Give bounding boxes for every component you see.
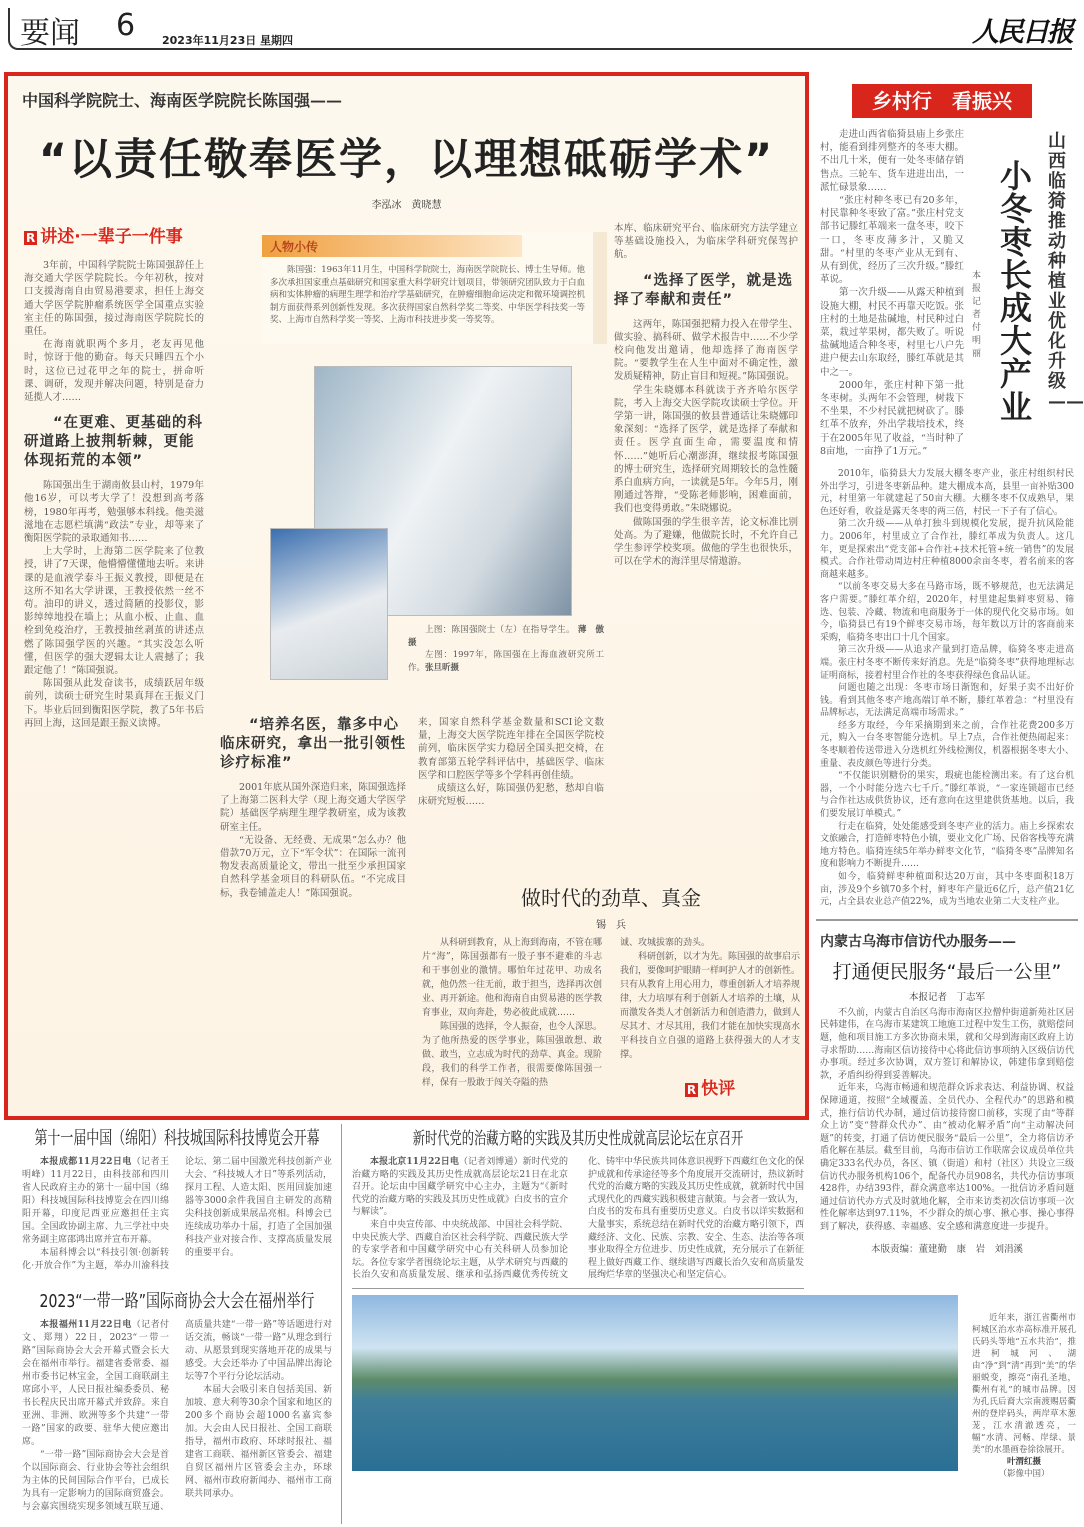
section4-text [614, 318, 798, 569]
rural-banner: 乡村行 看振兴 [852, 84, 1032, 118]
commentary-col2-wrap [620, 936, 800, 1099]
rural-headline: 小冬枣长成大产业 [1000, 157, 1033, 426]
paragraph: 科研创新，以才为先。陈国强的故事启示我们，要像呵护眼睛一样呵护人才的创新性。只有从教育上用心用力，尊重创新人才培养规律，大力培厚有利于创新人才培养的土壤，从而激发各类人才创新活力和创造潜力，做到人尽其才、才尽其用，我们才能在加快实现高水平科技自立自强的道路上获得强大的人才支撑。 [620, 952, 801, 1060]
paragraph: 本届大会吸引来自包括美国、新加坡、意大利等30余个国家和地区的200多个商协会超1000名嘉宾参加。大会由人民日报社、全国工商联指导，福州市政府、环球时报社、福建省工商联、福州新区管委会、福建自贸区福州片区管委会主办，环球网、福州市政府新闻办、福州市工商联共同承办。 [185, 1385, 332, 1499]
caption-top-credit: 薄 傲摄 [408, 625, 604, 648]
paragraph-text: （记者付文、郑翔）22日，2023“一带一路”国际商协会大会开幕式暨会长大会在福州市举行。福建省委常委、福州市委书记林宝金，全国工商联副主席邱小平，人民日报社编委委员、秘书长程庆民出席开幕式并致辞。来自亚洲、非洲、欧洲等多个共建“一带一路”国家的政要、驻华大使应邀出席。 [22, 1320, 169, 1447]
commentary-col1 [422, 936, 602, 1090]
mianyang-text [22, 1156, 332, 1273]
paragraph: 诚、攻城拔寨的劲头。 [620, 938, 711, 948]
column-label [24, 222, 204, 247]
paragraph: 陈国强出生于湖南攸县山村，1979年他16岁，可以考大学了！没想到高考落榜，1980年再考，勉强够本科线。他美滋滋地在志愿栏填满“政法”专业，却等来了衡阳医学院的录取通知书…… [24, 480, 204, 545]
commentary-byline: 锡 兵 [596, 920, 626, 931]
dateline: 本报北京11月22日电 [370, 1157, 459, 1167]
paragraph: 在海南就职两个多月，老友再见他时，惊讶于他的勤奋。每天只睡四五个小时，这位已过花甲之年的院士，拼命听课、调研，发现并解决问题，特别是奋力延揽人才…… [24, 339, 204, 404]
commentary-col2 [620, 936, 800, 1062]
bottom-left [22, 1124, 332, 1514]
petition-kicker: 内蒙古乌海市信访代办服务—— [820, 933, 1016, 950]
paragraph: 第二次升级——从单打独斗到规模化发展，提升抗风险能力。2006年，村里成立了合作社，滕红革成为负责人。这几年，更是探索出“党支部+合作社+技术托管+统一销售”的发展模式。合作社带动周边村庄种植8000余亩冬枣，着名前来的客商越来越多。 [820, 519, 1074, 580]
bottom-middle [352, 1124, 804, 1471]
r-logo-icon: R [26, 231, 36, 245]
masthead [8, 8, 1072, 50]
paragraph: 走进山西省临猗县庙上乡张庄村，能看到排列整齐的冬枣大棚。不出几十米，便有一处冬枣储存销售点。三轮车、货车进进出出，一派忙碌景象…… [820, 129, 964, 193]
mianyang-headline: 第十一届中国（绵阳）科技城国际科技博览会开幕 [34, 1128, 320, 1149]
paragraph [22, 1319, 169, 1449]
river-photo [352, 1295, 958, 1471]
paragraph: 学生朱晓娜本科就读于齐齐哈尔医学院，考入上海交大医学院攻读硕士学位。开学第一讲，陈国强的攸县普通话让朱晓娜印象深刻：“选择了医学，就是选择了奉献和责任。医学直面生命，需要温度和情怀……”她听后心潮澎湃，继续报考陈国强的博士研究生，选择研究周期较长的急性髓系白血病方向，一读就是5年。今年5月，刚刚通过答辩，“受陈老师影响，困难面前，我们也变得勇敢。”朱晓娜说。 [614, 384, 798, 515]
divider [352, 1288, 804, 1289]
rural-kicker: 山西临猗推动种植业优化升级—— [1048, 131, 1084, 412]
section3-text [418, 716, 604, 808]
date: 2023年11月23日 星期四 [162, 34, 294, 47]
paragraph: “一带一路”国际商协会大会是首个以国际商会、行业协会等社会组织为主体的民间国际合作平台，已成长为具有一定影响力的国际商贸盛会。与会嘉宾围绕实现多领域互联互通、高质量共建“一带一路”等话题进行对话交流，畅谈“一带一路”从理念到行动、从愿景到现实落地开花的成果与感受。大会还举办了中国品牌出海论坛等7个平行分论坛活动。 [22, 1320, 332, 1512]
mianyang-headline-wrap [22, 1124, 332, 1148]
beltroad-headline-wrap [22, 1287, 332, 1311]
quick-comment-label [620, 1074, 800, 1099]
column-rule [341, 1124, 342, 1524]
paragraph: 这两年，陈国强把精力投入在带学生、做实验、搞科研、做学术报告中……不少学校向他发出邀请，他却选择了海南医学院。“要教学生在人生中面对不确定性，激发质疑精神，防止盲目和短视。”陈国强说。 [614, 318, 798, 383]
photo-credit: 叶渭红摄 [1006, 1457, 1041, 1467]
petition-text [820, 1007, 1074, 1234]
paragraph: 经多方取经，今年采摘期到来之前，合作社花费200多万元，购入一台冬枣智能分选机。早上7点，合作社便热闹起来：冬枣顺着传送带进入分选机红外线检测仪，机器根据冬枣大小、重量、表皮颜色等进行分类。 [820, 720, 1074, 769]
tibet-headline-wrap [352, 1124, 804, 1148]
bio-paragraph: 陈国强：1963年11月生，中国科学院院士，海南医学院院长、博士生导师。他多次承担国家重点基础研究和国家重大科学研究计划项目，带领研究团队致力于白血病和实体肿瘤的病理生理学和治疗学基础研究，在肿瘤细胞命运决定和微环境调控机制方面获得系列创新性发现。多次获得国家自然科学奖二等奖、中华医学科技奖一等奖、上海市自然科学奖一等奖、上海市科技进步奖一等奖等。 [270, 265, 585, 325]
section-name: 要闻 [20, 16, 80, 51]
page-number: 6 [116, 8, 136, 43]
tibet-headline: 新时代党的治藏方略的实践及其历史性成就高层论坛在京召开 [412, 1129, 744, 1149]
dateline: 本报成都11月22日电 [40, 1157, 132, 1167]
col4-top [614, 222, 798, 262]
page-editors: 本版责编：董建勤 康 岩 刘涓溪 [870, 1244, 1023, 1256]
feature-byline: 李泓冰 黄晓慧 [371, 200, 442, 211]
paragraph: 近年来，浙江省衢州市柯城区治水赤高标准开展孔氏码头等地“五水共治”，推进柯城河、湖由“净”到“清”再到“美”的华丽蜕变，擦亮“南孔圣地，衢州有礼”的城市品牌。因为孔氏后裔大宗南渡赐居衢州的登岸码头，两岸草木葱茏，江水清澈透亮，一幅“水清、河畅、岸绿、景美”的水墨画卷徐徐展开。 [972, 1313, 1076, 1455]
paragraph: “不仅能识别糖份的果实，瑕疵也能检测出来。有了这台机器，一个小时能分选六七千斤。”滕红革说，“一家连锁超市已经与合作社达成供货协议，还有意向在这里建供货基地。以后，我们要发展订单模式。” [820, 771, 1074, 820]
newspaper-logo: 人民日报 [972, 17, 1072, 48]
paragraph: 成绩这么好，陈国强仍犯愁，愁却自临床研究短板…… [418, 783, 604, 808]
paragraph: 2001年底从国外深造归来，陈国强选择了上海第二医科大学（现上海交通大学医学院）基础医学病理生理学教研室，成为该教研室主任。 [220, 782, 406, 833]
right-column-lower [820, 468, 1074, 1255]
paragraph: 陈国强从此发奋读书，成绩跃居年级前列，读硕士研究生时果真拜在王振义门下。毕业后回到衡阳医学院，教了5年书后再回上海，这回是跟王振义读博。 [24, 678, 204, 729]
paragraph: 2000年，张庄村种下第一批冬枣树。头两年不会管理，树栽下不坐果，不少村民就把树砍了。滕红革不放弃，外出学栽培技术，终于在2005年见了收益，“当时种了8亩地，一亩挣了1万元。” [820, 379, 964, 457]
divider [816, 919, 1078, 921]
r-logo-icon: R [686, 1083, 697, 1097]
paragraph: 来，国家自然科学基金数量和SCI论文数量，上海交大医学院连年排在全国医学院校前列，临床医学实力稳居全国头把交椅，在教育部第五轮学科评估中，基础医学、临床医学和口腔医学等多个学科再创佳绩。 [418, 717, 604, 781]
paragraph: 行走在临猗，处处能感受到冬枣产业的活力。庙上乡探索农文旅融合，打造鲜枣特色小镇，要业文化广场、民俗客栈等充满地方特色。临猗连续5年举办鲜枣文化节，“临猗冬枣”品牌知名度和影响力不断提升…… [820, 821, 1074, 870]
col4 [614, 222, 798, 568]
paragraph: 陈国强的选择，令人振奋，也令人深思。为了他所热爱的医学事业，陈国强敢想、敢做、敢当，立志成为时代的劲草、真金。现阶段，我们的科学工作者，很需要像陈国强一样，保有一股敢于闯关夺隘的热 [422, 1022, 603, 1088]
photo-captions [408, 624, 604, 674]
dateline: 本报福州11月22日电 [40, 1320, 132, 1330]
paragraph: 本库、临床研究平台、临床研究方法学建立等基础设施投入，为临床学科研究保驾护航。 [614, 223, 798, 261]
paragraph: 3年前，中国科学院院士陈国强辞任上海交通大学医学院院长。今年初秋，按对口支援海南自由贸易港要求，担任上海交通大学医学院肿瘤系统医学全国重点实验室主任的陈国强，接过海南医学院院长的重任。 [24, 260, 204, 338]
photo-agency: （影像中国） [998, 1469, 1050, 1479]
caption-left-credit: 张旦昕摄 [425, 662, 460, 673]
paragraph: 从科研到教育，从上海到海南，不管在哪片“海”，陈国强都有一股子事不避难的斗志和干事创业的激情。哪怕年过花甲、功成名就，他仍然一往无前，敢于担当，选择再次创业、再开新途。他和海南自由贸易港的医学教育事业，双向奔赴，势必彼此成就…… [422, 938, 603, 1018]
subhead-3: “选择了医学，就是选择了奉献和责任” [614, 272, 794, 308]
quick-comment-text: 快评 [701, 1079, 736, 1099]
paragraph: 近年来，乌海市畅通和规范群众诉求表达、利益协调、权益保障通道，按照“全域覆盖、全员代办、全程代办”的思路和模式，推行信访代办制，通过信访接待窗口前移，实现了由“等群众上访”变“替群众代办”、由“被动化解矛盾”向“主动解决问题”的转变，打通了信访便民服务“最后一公里”，全力将信访矛盾化解在基层。截至目前，乌海市信访工作联席会议成员单位共确定333名代办员，各区、镇（街道）和村（社区）共设立三级信访代办服务机构106个，配备代办员908名，共代办信访事项428件，办结393件，群众满意率达100%。一批信访矛盾问题通过信访代办方式及时就地化解，全市来访类初次信访事项一次性化解率达到97.11%，不少群众的烦心事、揪心事、操心事得到了解决，获得感、幸福感、安全感和满意度进一步提升。 [820, 1083, 1074, 1232]
caption-top: 上图：陈国强院士（左）在指导学生。 [425, 625, 575, 635]
feature-headline: “以责任敬奉医学，以理想砥砺学术” [38, 135, 775, 185]
paragraph-text: （记者刘博通）新时代党的治藏方略的实践及其历史性成就高层论坛21日在北京召开。论坛由中国藏学研究中心主办，主题为“《新时代党的治藏方略的实践及其历史性成就》白皮书的宣介与解读”。 [352, 1157, 569, 1218]
paragraph: “无设备、无经费、无成果”怎么办？他借款70万元，立下“军令状”：在国际一流刊物发表高质量论文，带出一批至少承担国家自然科学基金项目的科研队伍。“不完成目标，我卷铺盖走人！”陈国强说。 [220, 834, 406, 899]
paragraph-text: （记者王明峰）11月22日，由科技部和四川省人民政府主办的第十一届中国（绵阳）科技城国际科技博览会在四川绵阳开幕，印度尼西亚应邀担任主宾国。全国政协副主席、九三学社中央常务副主席邵鸿出席并宣布开幕。 [22, 1157, 169, 1245]
rural-reporter: 本报记者 付明丽 [972, 271, 991, 359]
intro-text [24, 259, 204, 404]
rural-text-bottom [820, 468, 1074, 909]
col2 [220, 716, 406, 900]
paragraph: 不久前，内蒙古自治区乌海市海南区拉僧仲街道新苑社区居民韩建伟，在乌海市某建筑工地施工过程中发生工伤，就赔偿问题，他和项目施工方多次协商未果，就和父母到海南区政府上访寻求帮助……海南区信访接待中心将此信访事项纳入区级信访代办事项。经过多次协调，双方签订和解协议，韩建伟拿到赔偿款，矛盾纠纷得到妥善解决。 [820, 1007, 1074, 1081]
paragraph: 做陈国强的学生很辛苦，论文标准比别处高。为了避嫌，他做院长时，不允许自己学生参评学校奖项。做他的学生也很快乐，可以在学术的海洋里尽情遨游。 [614, 516, 798, 568]
caption-left: 左图：1997年，陈国强在上海血液研究所工作。 [408, 650, 604, 673]
petition-headline: 打通便民服务“最后一公里” [832, 960, 1062, 983]
paragraph: 第一次升级——从露天种植到设施大棚，村民不再靠天吃饭。张庄村的土地是盐碱地，村民种过白菜，栽过苹果树，都失败了。听说盐碱地适合种冬枣，村里七八户先进户便去山东取经，滕红革就是其中之一。 [820, 287, 964, 378]
rural-text-top [820, 128, 964, 458]
paragraph [22, 1156, 169, 1247]
subhead-2: “培养名医，靠多中心临床研究，拿出一批引领性诊疗标准” [220, 717, 406, 771]
paragraph: 2010年，临猗县大力发展大棚冬枣产业，张庄村组织村民外出学习，引进冬枣新品种。建大棚成本高，县里一亩补贴300元，村里第一年就建起了50亩大棚。大棚冬枣不仅成熟早，果色还好看，收益是露天冬枣的两三倍，村民一下子有了信心。 [820, 469, 1074, 517]
section2-text [220, 781, 406, 900]
paragraph [352, 1156, 568, 1219]
commentary-headline: 做时代的劲草、真金 [521, 886, 701, 910]
section1-text [24, 479, 204, 730]
column-label-text: 讲述·一辈子一件事 [40, 227, 183, 247]
paragraph: 上大学时，上海第二医学院来了位教授，讲了7天课，他懵懵懂懂地去听。来讲课的是血液学泰斗王振义教授，即便是在这所不知名大学讲课，王教授依然一丝不苟。油印的讲义，透过简陋的投影仪，影影绰绰地投在墙上；从血小板、止血、血栓到免疫治疗，王教授抽丝剥茧的讲述点燃了陈国强学医的兴趣。“其实没怎么听懂，但医学的强大逻辑太让人震撼了；我跟定他了！”陈国强说。 [24, 546, 204, 677]
beltroad-headline: 2023“一带一路”国际商协会大会在福州举行 [39, 1291, 315, 1312]
photo-portrait [270, 528, 388, 680]
photo-caption [972, 1312, 1076, 1480]
feature-kicker: 中国科学院院士、海南医学院院长陈国强—— [22, 91, 343, 110]
paragraph: 第三次升级——从追求产量到打造品牌，临猗冬枣走进高端。张庄村冬枣不断传来好消息。先是“临猗冬枣”获得地理标志证明商标，接着村里合作社的冬枣获得绿色食品认证。 [820, 645, 1074, 681]
petition-byline: 本报记者 丁志军 [908, 991, 985, 1003]
paragraph: “张庄村种冬枣已有20多年，村民靠种冬枣致了富。”张庄村党支部书记滕红革端来一盘冬枣，咬下一口，冬枣皮薄多汁，又脆又甜。“村里的冬枣产业从无到有、从有到优，经历了三次升级。”滕红革说。 [820, 195, 964, 286]
paragraph: 来自中央宣传部、中央统战部、中国社会科学院、中央民族大学、西藏自治区社会科学院、西藏民族大学的专家学者和中国藏学研究中心有关科研人员参加论坛。各位专家学者围绕论坛主题，从学术研究与西藏的长治久安和高质量发展、继承和弘扬西藏优秀传统文化、铸牢中华民族共同体意识视野下西藏红色文化的保护成就和传承途径等多个角度展开交流研讨，热议新时代党的治藏方略的实践及其历史性成就，就新时代中国式现代化的西藏实践积极建言献策。与会者一致认为，白皮书的发布具有重要历史意义。白皮书以详实数据和大量事实，系统总结在新时代党的治藏方略引领下，西藏经济、文化、民族、宗教、安全、生态、法治等各项事业取得全方位进步、历史性成就，充分展示了在新征程上做好西藏工作、继续谱写西藏长治久安和高质量发展绚烂华章的坚强决心和坚定信心。 [352, 1157, 805, 1281]
bio-box [262, 232, 607, 344]
paragraph: 问题也随之出现：冬枣市场日渐饱和，好果子卖不出好价钱。看到其他冬枣产地高端订单不断，滕红革着急：“村里没有品牌标志，无法满足高端市场需求。” [820, 683, 1074, 719]
bio-text [270, 264, 585, 327]
paragraph: 本届科博会以“科技引领·创新转化·开放合作”为主题，举办川渝科技论坛、第二届中国激光科技创新产业大会、“科技城人才日”等系列活动，探月工程、人造太阳、医用回旋加速器等3000余件我国自主研发的高精尖科技创新成果展品亮相。科博会已连续成功举办十届，打造了全国加强科技产业对接合作、支撑高质量发展的重要平台。 [22, 1157, 332, 1271]
col1 [24, 222, 204, 730]
paragraph: 如今，临猗鲜枣种植面积达20万亩，其中冬枣面积18万亩，涉及9个乡镇70多个村，鲜枣年产量近6亿斤，总产值21亿元，占全县农业总产值22%，成为当地农业第二大支柱产业。 [820, 872, 1074, 908]
paragraph: “以前冬枣交易大多在马路市场，既不够规范，也无法满足客户需要。”滕红革介绍，2020年，村里建起集鲜枣贸易、筛选、包装、冷藏、物流和电商服务于一体的现代化交易市场。如今，临猗县已有19个鲜枣交易市场，每年数以万计的客商前来采购，临猗冬枣出口十几个国家。 [820, 582, 1074, 643]
subhead-1: “在更难、更基础的科研道路上披荆斩棘，更能体现拓荒的本领” [24, 415, 204, 470]
feature-frame [4, 72, 809, 1120]
tibet-text [352, 1156, 804, 1282]
bio-label: 人物小传 [262, 235, 522, 257]
beltroad-text [22, 1319, 332, 1514]
